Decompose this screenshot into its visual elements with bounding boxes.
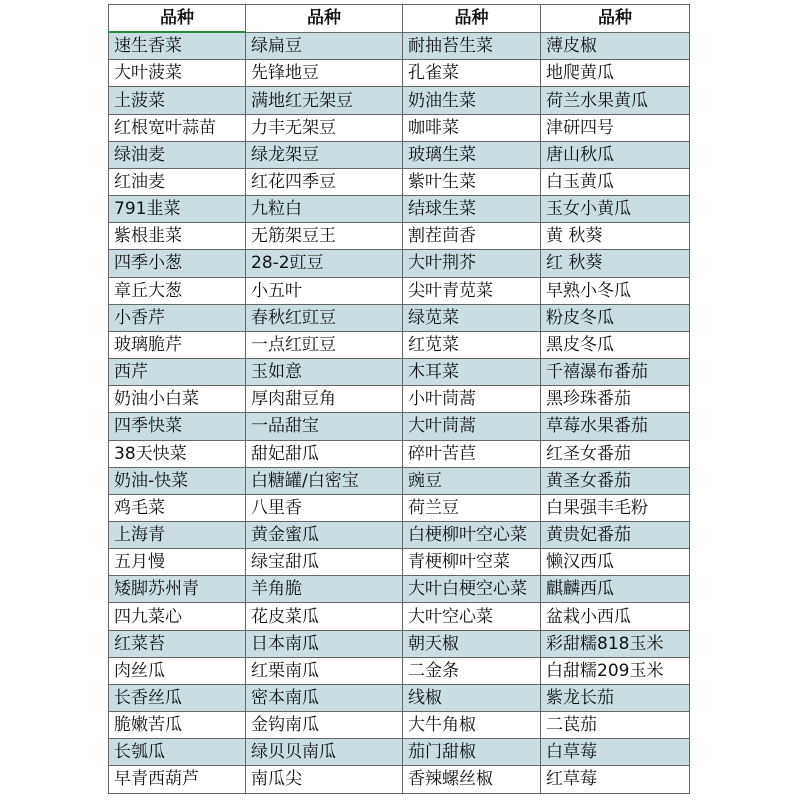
table-row [109, 413, 690, 440]
table-cell[interactable]: 奶油生菜 [403, 87, 541, 114]
table-cell[interactable]: 咖啡菜 [403, 114, 541, 141]
table-cell[interactable]: 紫根韭菜 [109, 223, 246, 250]
table-row [109, 359, 690, 386]
table-cell[interactable]: 黑珍珠番茄 [541, 386, 690, 413]
table-row [109, 494, 690, 521]
table-cell[interactable]: 满地红无架豆 [246, 87, 403, 114]
table-cell[interactable]: 白玉黄瓜 [541, 168, 690, 195]
table-row [109, 440, 690, 467]
table-cell[interactable]: 绿油麦 [109, 141, 246, 168]
table-cell[interactable]: 二金条 [403, 657, 541, 684]
table-cell[interactable]: 草莓水果番茄 [541, 413, 690, 440]
table-cell[interactable]: 津研四号 [541, 114, 690, 141]
table-row [109, 196, 690, 223]
table-cell[interactable]: 羊角脆 [246, 576, 403, 603]
table-cell[interactable]: 朝天椒 [403, 630, 541, 657]
table-cell[interactable]: 南瓜尖 [246, 766, 403, 793]
table-cell[interactable]: 四季小葱 [109, 250, 246, 277]
table-cell[interactable]: 厚肉甜豆角 [246, 386, 403, 413]
table-cell[interactable]: 孔雀菜 [403, 60, 541, 87]
table-cell[interactable]: 四九菜心 [109, 603, 246, 630]
table-row [109, 223, 690, 250]
table-cell[interactable]: 白果强丰毛粉 [541, 494, 690, 521]
table-row [109, 250, 690, 277]
table-cell[interactable]: 玻璃生菜 [403, 141, 541, 168]
table-cell[interactable]: 红花四季豆 [246, 168, 403, 195]
table-cell[interactable]: 大叶茼蒿 [403, 413, 541, 440]
table-cell[interactable]: 章丘大葱 [109, 277, 246, 304]
seed-variety-table [108, 4, 690, 794]
table-cell[interactable]: 密本南瓜 [246, 684, 403, 711]
table-cell[interactable]: 茄门甜椒 [403, 739, 541, 766]
table-cell[interactable]: 玉女小黄瓜 [541, 196, 690, 223]
table-cell[interactable]: 绿宝甜瓜 [246, 549, 403, 576]
table-cell[interactable]: 绿龙架豆 [246, 141, 403, 168]
table-cell[interactable]: 青梗柳叶空菜 [403, 549, 541, 576]
table-cell[interactable]: 碎叶苦苣 [403, 440, 541, 467]
table-cell[interactable]: 玉如意 [246, 359, 403, 386]
table-cell[interactable]: 矮脚苏州青 [109, 576, 246, 603]
header-cell-1[interactable]: 品种 [109, 5, 246, 33]
table-cell[interactable]: 肉丝瓜 [109, 657, 246, 684]
table-cell[interactable]: 薄皮椒 [541, 32, 690, 60]
table-cell[interactable]: 荷兰豆 [403, 494, 541, 521]
table-cell[interactable]: 四季快菜 [109, 413, 246, 440]
table-cell[interactable]: 彩甜糯818玉米 [541, 630, 690, 657]
table-cell[interactable]: 紫龙长茄 [541, 684, 690, 711]
table-cell[interactable]: 红油麦 [109, 168, 246, 195]
table-cell[interactable]: 791韭菜 [109, 196, 246, 223]
table-cell[interactable]: 奶油小白菜 [109, 386, 246, 413]
table-cell[interactable]: 大叶白梗空心菜 [403, 576, 541, 603]
table-cell[interactable]: 土菠菜 [109, 87, 246, 114]
table-row [109, 277, 690, 304]
table-cell[interactable]: 小香芹 [109, 304, 246, 331]
table-cell[interactable]: 九粒白 [246, 196, 403, 223]
table-row [109, 141, 690, 168]
table-row [109, 603, 690, 630]
header-cell-4[interactable]: 品种 [541, 5, 690, 33]
table-cell[interactable]: 28-2豇豆 [246, 250, 403, 277]
table-cell[interactable]: 大牛角椒 [403, 712, 541, 739]
table-cell[interactable]: 白糖罐/白密宝 [246, 467, 403, 494]
table-row [109, 467, 690, 494]
table-cell[interactable]: 白梗柳叶空心菜 [403, 521, 541, 548]
table-cell[interactable]: 白甜糯209玉米 [541, 657, 690, 684]
table-row [109, 657, 690, 684]
table-cell[interactable]: 鸡毛菜 [109, 494, 246, 521]
table-cell[interactable]: 盆栽小西瓜 [541, 603, 690, 630]
table-cell[interactable]: 红菜苔 [109, 630, 246, 657]
table-row [109, 521, 690, 548]
table-cell[interactable]: 红苋菜 [403, 331, 541, 358]
table-cell[interactable]: 地爬黄瓜 [541, 60, 690, 87]
table-cell[interactable]: 小叶茼蒿 [403, 386, 541, 413]
header-cell-3[interactable]: 品种 [403, 5, 541, 33]
table-cell[interactable]: 大叶荆芥 [403, 250, 541, 277]
table-cell[interactable]: 割茬茴香 [403, 223, 541, 250]
table-cell[interactable]: 长瓠瓜 [109, 739, 246, 766]
table-cell[interactable]: 一品甜宝 [246, 413, 403, 440]
table-cell[interactable]: 长香丝瓜 [109, 684, 246, 711]
table-cell[interactable]: 绿扁豆 [246, 32, 403, 60]
table-cell[interactable]: 力丰无架豆 [246, 114, 403, 141]
table-cell[interactable]: 红圣女番茄 [541, 440, 690, 467]
table-row [109, 168, 690, 195]
table-cell[interactable]: 先锋地豆 [246, 60, 403, 87]
table-cell[interactable]: 38天快菜 [109, 440, 246, 467]
table-cell[interactable]: 早青西葫芦 [109, 766, 246, 793]
table-cell[interactable]: 上海青 [109, 521, 246, 548]
table-cell[interactable]: 懒汉西瓜 [541, 549, 690, 576]
table-row [109, 331, 690, 358]
table-row [109, 60, 690, 87]
table-cell[interactable]: 脆嫩苦瓜 [109, 712, 246, 739]
table-cell[interactable]: 二苠茄 [541, 712, 690, 739]
table-cell[interactable]: 木耳菜 [403, 359, 541, 386]
header-cell-2[interactable]: 品种 [246, 5, 403, 33]
table-row [109, 684, 690, 711]
table-cell[interactable]: 春秋红豇豆 [246, 304, 403, 331]
table-cell[interactable]: 速生香菜 [109, 32, 246, 60]
table-cell[interactable]: 红 秋葵 [541, 250, 690, 277]
table-cell[interactable]: 五月慢 [109, 549, 246, 576]
table-cell[interactable]: 荷兰水果黄瓜 [541, 87, 690, 114]
table-body [109, 32, 690, 793]
table-cell[interactable]: 花皮菜瓜 [246, 603, 403, 630]
table-cell[interactable]: 黑皮冬瓜 [541, 331, 690, 358]
table-row [109, 32, 690, 60]
table-cell[interactable]: 奶油-快菜 [109, 467, 246, 494]
table-cell[interactable]: 豌豆 [403, 467, 541, 494]
table-cell[interactable]: 西芹 [109, 359, 246, 386]
table-cell[interactable]: 金钩南瓜 [246, 712, 403, 739]
table-row [109, 739, 690, 766]
table-cell[interactable]: 白草莓 [541, 739, 690, 766]
table-cell[interactable]: 红栗南瓜 [246, 657, 403, 684]
table-cell[interactable]: 耐抽苔生菜 [403, 32, 541, 60]
table-cell[interactable]: 大叶空心菜 [403, 603, 541, 630]
table-cell[interactable]: 无筋架豆王 [246, 223, 403, 250]
table-row [109, 549, 690, 576]
table-cell[interactable]: 麒麟西瓜 [541, 576, 690, 603]
table-cell[interactable]: 黄 秋葵 [541, 223, 690, 250]
table-cell[interactable]: 红根宽叶蒜苗 [109, 114, 246, 141]
table-cell[interactable]: 千禧瀑布番茄 [541, 359, 690, 386]
table-row [109, 304, 690, 331]
header-row [109, 5, 690, 33]
table-row [109, 386, 690, 413]
table-row [109, 712, 690, 739]
table-cell[interactable]: 甜妃甜瓜 [246, 440, 403, 467]
table-cell[interactable]: 一点红豇豆 [246, 331, 403, 358]
table-cell[interactable]: 绿贝贝南瓜 [246, 739, 403, 766]
table-row [109, 576, 690, 603]
table-cell[interactable]: 紫叶生菜 [403, 168, 541, 195]
table-cell[interactable]: 黄金蜜瓜 [246, 521, 403, 548]
table-cell[interactable]: 结球生菜 [403, 196, 541, 223]
table-cell[interactable]: 绿苋菜 [403, 304, 541, 331]
table-cell[interactable]: 八里香 [246, 494, 403, 521]
table-cell[interactable]: 唐山秋瓜 [541, 141, 690, 168]
table-row [109, 87, 690, 114]
table-row [109, 630, 690, 657]
table-cell[interactable]: 日本南瓜 [246, 630, 403, 657]
table-row [109, 766, 690, 793]
table-cell[interactable]: 玻璃脆芹 [109, 331, 246, 358]
table-cell[interactable]: 红草莓 [541, 766, 690, 793]
table-cell[interactable]: 线椒 [403, 684, 541, 711]
table-cell[interactable]: 小五叶 [246, 277, 403, 304]
spreadsheet-table-container [108, 4, 690, 794]
table-cell[interactable]: 尖叶青苋菜 [403, 277, 541, 304]
table-cell[interactable]: 粉皮冬瓜 [541, 304, 690, 331]
table-cell[interactable]: 香辣螺丝椒 [403, 766, 541, 793]
table-cell[interactable]: 大叶菠菜 [109, 60, 246, 87]
table-cell[interactable]: 黄贵妃番茄 [541, 521, 690, 548]
table-cell[interactable]: 早熟小冬瓜 [541, 277, 690, 304]
table-cell[interactable]: 黄圣女番茄 [541, 467, 690, 494]
table-row [109, 114, 690, 141]
